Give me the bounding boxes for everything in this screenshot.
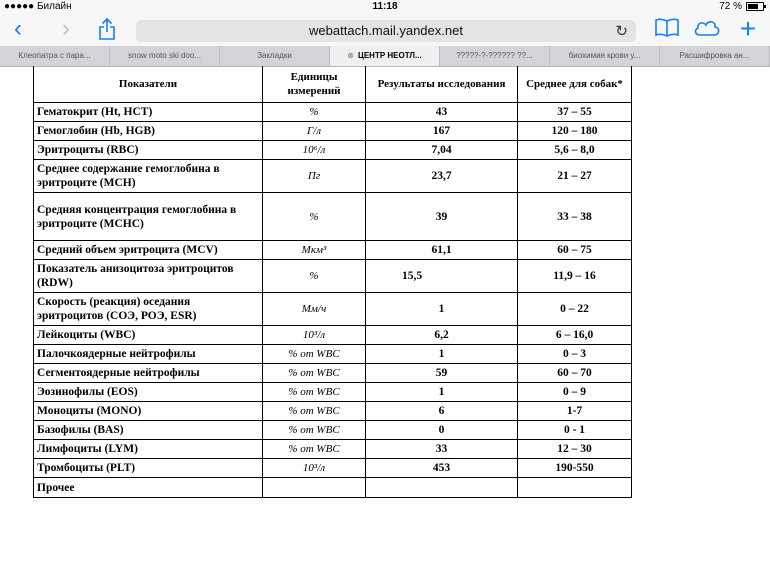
result-cell: 39	[366, 193, 518, 241]
indicator-cell: Лейкоциты (WBC)	[34, 326, 263, 345]
result-cell: 1	[366, 293, 518, 326]
table-row	[34, 364, 632, 383]
unit-cell: % от WBC	[263, 402, 366, 421]
tab-label: snow moto ski doo...	[128, 51, 201, 60]
indicator-cell: Моноциты (MONO)	[34, 402, 263, 421]
indicator-cell: Лимфоциты (LYM)	[34, 440, 263, 459]
unit-cell: Мм/ч	[263, 293, 366, 326]
tab-unknown[interactable]	[440, 46, 550, 66]
table-row	[34, 241, 632, 260]
cloud-icon	[692, 17, 722, 39]
share-button[interactable]	[96, 17, 118, 43]
unit-cell: %	[263, 260, 366, 293]
table-row	[34, 402, 632, 421]
table-row	[34, 326, 632, 345]
table-row	[34, 160, 632, 193]
indicator-cell: Показатель анизоцитоза эритроцитов (RDW)	[34, 260, 263, 293]
table-row	[34, 260, 632, 293]
tab-center-active[interactable]	[330, 46, 440, 66]
new-tab-button[interactable]: +	[739, 13, 757, 44]
blood-test-table-container	[33, 66, 632, 498]
indicator-cell: Палочкоядерные нейтрофилы	[34, 345, 263, 364]
unit-cell: % от WBC	[263, 421, 366, 440]
average-cell: 12 – 30	[518, 440, 632, 459]
result-cell	[366, 478, 518, 498]
unit-cell: Г/л	[263, 122, 366, 141]
url-text: webattach.mail.yandex.net	[309, 23, 463, 38]
table-row	[34, 383, 632, 402]
unit-cell: Пг	[263, 160, 366, 193]
result-cell: 33	[366, 440, 518, 459]
battery-icon	[746, 2, 764, 11]
average-cell: 1-7	[518, 402, 632, 421]
unit-cell: % от WBC	[263, 383, 366, 402]
table-body	[34, 103, 632, 498]
indicator-cell: Скорость (реакция) оседания эритроцитов (СОЭ, РОЭ, ESR)	[34, 293, 263, 326]
tab-kleopatra[interactable]	[0, 46, 110, 66]
indicator-cell: Базофилы (BAS)	[34, 421, 263, 440]
tab-decoding[interactable]	[660, 46, 770, 66]
unit-cell	[263, 478, 366, 498]
average-cell: 0 - 1	[518, 421, 632, 440]
indicator-cell: Средний объем эритроцита (MCV)	[34, 241, 263, 260]
average-cell: 0 – 22	[518, 293, 632, 326]
bookmarks-button[interactable]	[654, 17, 680, 43]
indicator-cell: Эритроциты (RBC)	[34, 141, 263, 160]
unit-cell: %	[263, 193, 366, 241]
average-cell: 5,6 – 8,0	[518, 141, 632, 160]
battery-percent: 72 %	[719, 1, 742, 12]
result-cell: 15,5	[366, 260, 518, 293]
status-time: 11:18	[372, 1, 398, 12]
tab-label: ЦЕНТР НЕОТЛ...	[357, 51, 422, 60]
header-indicator: Показатели	[34, 66, 263, 103]
table-row	[34, 103, 632, 122]
result-cell: 453	[366, 459, 518, 478]
table-row	[34, 122, 632, 141]
result-cell: 1	[366, 345, 518, 364]
nav-bar	[0, 14, 770, 46]
result-cell: 23,7	[366, 160, 518, 193]
reload-button[interactable]: ↻	[615, 23, 628, 40]
unit-cell: 10⁶/л	[263, 141, 366, 160]
table-row	[34, 478, 632, 498]
indicator-cell: Средняя концентрация гемоглобина в эритроците (МСНС)	[34, 193, 263, 241]
table-row	[34, 459, 632, 478]
result-cell: 59	[366, 364, 518, 383]
result-cell: 43	[366, 103, 518, 122]
unit-cell: Мкм³	[263, 241, 366, 260]
result-cell: 6	[366, 402, 518, 421]
unit-cell: 10³/л	[263, 326, 366, 345]
table-row	[34, 293, 632, 326]
average-cell: 11,9 – 16	[518, 260, 632, 293]
table-row	[34, 345, 632, 364]
status-right	[719, 1, 764, 12]
indicator-cell: Гематокрит (Ht, HCT)	[34, 103, 263, 122]
indicator-cell: Прочее	[34, 478, 263, 498]
average-cell: 37 – 55	[518, 103, 632, 122]
average-cell: 33 – 38	[518, 193, 632, 241]
average-cell: 190-550	[518, 459, 632, 478]
forward-button[interactable]: ›	[62, 15, 70, 42]
status-bar	[0, 0, 770, 14]
average-cell: 120 – 180	[518, 122, 632, 141]
table-header-row	[34, 66, 632, 103]
unit-cell: % от WBC	[263, 364, 366, 383]
table-row	[34, 440, 632, 459]
indicator-cell: Сегментоядерные нейтрофилы	[34, 364, 263, 383]
tab-label: биохимия крови у...	[568, 51, 641, 60]
table-row	[34, 141, 632, 160]
close-tab-icon[interactable]: ⊗	[347, 51, 354, 60]
address-bar[interactable]	[136, 20, 636, 42]
result-cell: 7,04	[366, 141, 518, 160]
tab-biochemistry[interactable]	[550, 46, 660, 66]
average-cell: 60 – 70	[518, 364, 632, 383]
tab-label: Клеопатра с пара...	[18, 51, 91, 60]
header-average: Среднее для собак*	[518, 66, 632, 103]
indicator-cell: Гемоглобин (Hb, HGB)	[34, 122, 263, 141]
header-results: Результаты исследования	[366, 66, 518, 103]
tab-strip	[0, 46, 770, 67]
result-cell: 167	[366, 122, 518, 141]
icloud-tabs-button[interactable]	[692, 17, 722, 43]
book-icon	[654, 17, 680, 39]
unit-cell: % от WBC	[263, 440, 366, 459]
tab-label: Расшифровка ан...	[679, 51, 750, 60]
indicator-cell: Эозинофилы (EOS)	[34, 383, 263, 402]
average-cell: 21 – 27	[518, 160, 632, 193]
average-cell: 60 – 75	[518, 241, 632, 260]
result-cell: 0	[366, 421, 518, 440]
tab-label: ?????-?-?????? ??...	[456, 51, 533, 60]
average-cell: 0 – 3	[518, 345, 632, 364]
result-cell: 61,1	[366, 241, 518, 260]
share-icon	[98, 17, 116, 41]
header-units: Единицы измерений	[263, 66, 366, 103]
average-cell: 0 – 9	[518, 383, 632, 402]
result-cell: 6,2	[366, 326, 518, 345]
average-cell: 6 – 16,0	[518, 326, 632, 345]
average-cell	[518, 478, 632, 498]
carrier-label: ●●●●● Билайн	[4, 1, 72, 12]
blood-test-table	[33, 66, 632, 498]
table-row	[34, 193, 632, 241]
indicator-cell: Среднее содержание гемоглобина в эритроците (МСН)	[34, 160, 263, 193]
unit-cell: %	[263, 103, 366, 122]
table-row	[34, 421, 632, 440]
tab-bookmarks[interactable]	[220, 46, 330, 66]
indicator-cell: Тромбоциты (PLT)	[34, 459, 263, 478]
unit-cell: 10³/л	[263, 459, 366, 478]
tab-label: Закладки	[257, 51, 292, 60]
back-button[interactable]: ‹	[14, 15, 22, 42]
tab-snow-moto[interactable]	[110, 46, 220, 66]
unit-cell: % от WBC	[263, 345, 366, 364]
result-cell: 1	[366, 383, 518, 402]
